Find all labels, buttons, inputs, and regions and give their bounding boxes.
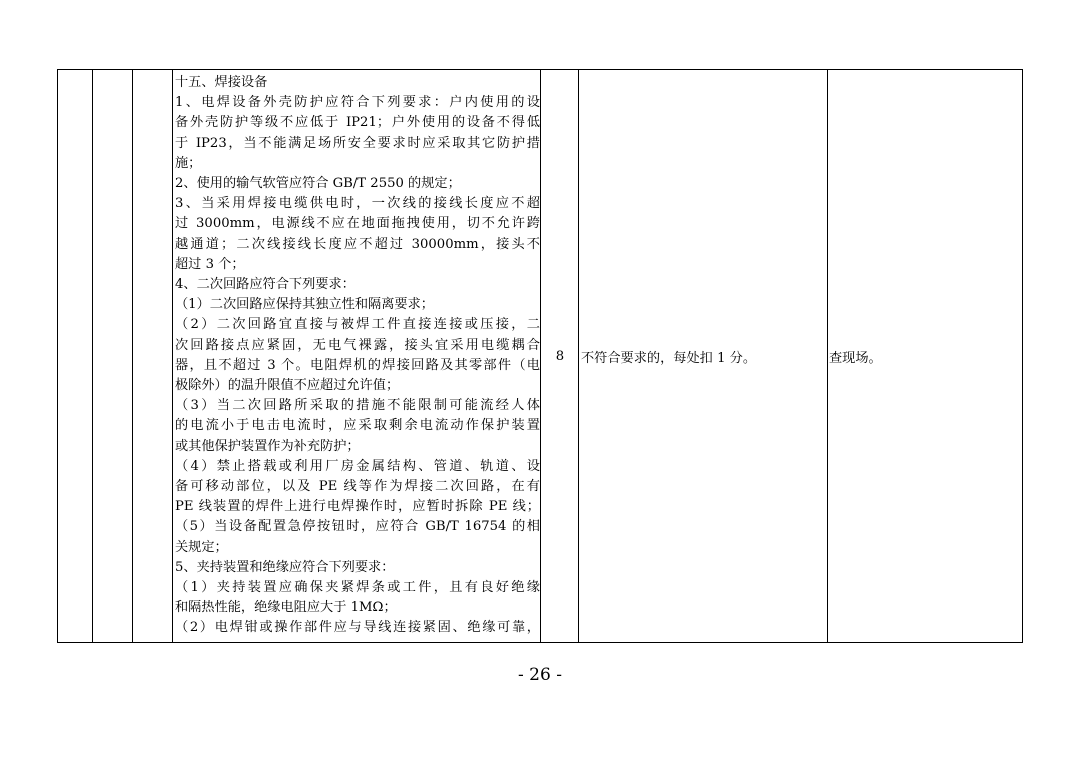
requirement-line: （3）当二次回路所采取的措施不能限制可能流经人体 — [175, 398, 540, 414]
page-number: - 26 - — [518, 665, 562, 685]
requirement-line: PE 线装置的焊件上进行电焊操作时，应暂时拆除 PE 线； — [175, 499, 540, 515]
deduction-cell — [579, 70, 829, 642]
requirement-line: 施； — [175, 155, 202, 171]
requirement-line: 3、当采用焊接电缆供电时，一次线的接线长度应不超 — [175, 196, 540, 212]
requirement-line: 备外壳防护等级不应低于 IP21；户外使用的设备不得低 — [175, 115, 540, 131]
requirement-line: 5、夹持装置和绝缘应符合下列要求： — [175, 559, 395, 575]
requirement-line: （5）当设备配置急停按钮时，应符合 GB/T 16754 的相 — [175, 519, 540, 535]
requirement-line: 或其他保护装置作为补充防护； — [175, 438, 360, 454]
requirement-line: （2）二次回路宜直接与被焊工件直接连接或压接，二 — [175, 317, 540, 333]
requirement-line: 的电流小于电击电流时，应采取剩余电流动作保护装置 — [175, 418, 540, 434]
requirement-line: 次回路接点应紧固，无电气裸露，接头宜采用电缆耦合 — [175, 337, 540, 353]
column-divider — [132, 70, 133, 642]
requirement-line: 极除外）的温升限值不应超过允许值； — [175, 378, 400, 394]
requirement-line: 关规定； — [175, 539, 228, 555]
score-value: 8 — [555, 348, 565, 364]
requirement-line: 备可移动部位，以及 PE 线等作为焊接二次回路，在有 — [175, 479, 540, 495]
column-divider — [92, 70, 93, 642]
requirement-line: 越通道；二次线接线长度应不超过 30000mm，接头不 — [175, 236, 540, 252]
requirement-line: 过 3000mm，电源线不应在地面拖拽使用，切不允许跨 — [175, 216, 540, 232]
requirement-line: （4）禁止搭载或利用厂房金属结构、管道、轨道、设 — [175, 458, 540, 474]
requirements-cell — [173, 70, 541, 642]
requirement-line: 器，且不超过 3 个。电阻焊机的焊接回路及其零部件（电 — [175, 357, 540, 373]
requirement-line: （2）电焊钳或操作部件应与导线连接紧固、绝缘可靠， — [175, 620, 540, 636]
requirement-line: 2、使用的输气软管应符合 GB/T 2550 的规定； — [175, 176, 461, 192]
evaluation-table — [57, 69, 1023, 643]
check-method-cell — [828, 70, 1024, 642]
requirement-line: 于 IP23，当不能满足场所安全要求时应采取其它防护措 — [175, 135, 540, 151]
requirement-line: （1）夹持装置应确保夹紧焊条或工件，且有良好绝缘 — [175, 580, 540, 596]
requirement-line: 4、二次回路应符合下列要求： — [175, 277, 355, 293]
deduction-text: 不符合要求的，每处扣 1 分。 — [581, 350, 757, 366]
score-cell — [541, 70, 579, 642]
requirement-line: （1）二次回路应保持其独立性和隔离要求； — [175, 297, 434, 313]
requirement-line: 和隔热性能，绝缘电阻应大于 1MΩ； — [175, 600, 397, 616]
requirement-line: 超过 3 个； — [175, 256, 245, 272]
check-method-text: 查现场。 — [829, 350, 882, 366]
requirement-line: 1、电焊设备外壳防护应符合下列要求：户内使用的设 — [175, 95, 540, 111]
requirement-line: 十五、焊接设备 — [175, 75, 268, 90]
